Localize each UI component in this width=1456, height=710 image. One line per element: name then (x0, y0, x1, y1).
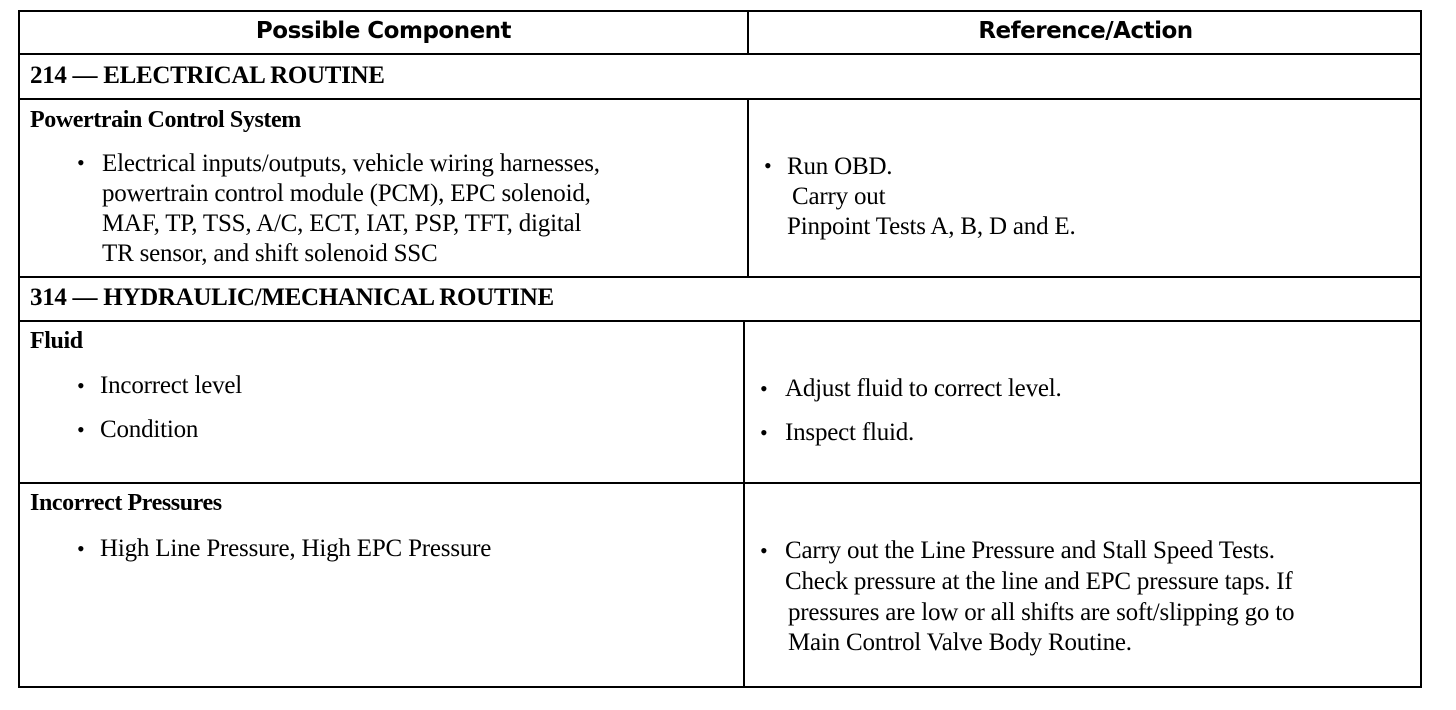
action-line: Carry out the Line Pressure and Stall Speed Tests. (785, 537, 1275, 564)
action-line: Pinpoint Tests A, B, D and E. (787, 213, 1076, 240)
section-title-electrical: 214 — ELECTRICAL ROUTINE (30, 62, 385, 89)
action-line: pressures are low or all shifts are soft/slipping go to (788, 599, 1295, 626)
bullet: • (760, 420, 768, 445)
row-divider (20, 482, 1420, 484)
component-item: High Line Pressure, High EPC Pressure (100, 535, 492, 562)
bullet: • (760, 376, 768, 401)
column-divider (747, 99, 749, 277)
section-title-hydraulic-mechanical: 314 — HYDRAULIC/MECHANICAL ROUTINE (30, 284, 554, 311)
component-line: TR sensor, and shift solenoid SSC (102, 240, 438, 267)
header-possible-component: Possible Component (255, 18, 512, 44)
component-item: Incorrect level (100, 372, 243, 399)
diagnostic-table (18, 10, 1422, 688)
bullet: • (77, 150, 85, 175)
action-line: Carry out (792, 183, 886, 210)
action-item: Inspect fluid. (785, 419, 915, 446)
category-fluid: Fluid (30, 328, 83, 354)
column-divider (743, 321, 745, 688)
row-divider (20, 320, 1420, 322)
bullet: • (77, 417, 85, 442)
component-line: MAF, TP, TSS, A/C, ECT, IAT, PSP, TFT, digital (102, 210, 582, 237)
action-item: Adjust fluid to correct level. (785, 375, 1062, 402)
component-line: powertrain control module (PCM), EPC solenoid, (102, 180, 591, 207)
row-divider (20, 276, 1420, 278)
action-line: Check pressure at the line and EPC pressure taps. If (785, 568, 1293, 595)
bullet: • (77, 536, 85, 561)
row-divider (20, 98, 1420, 100)
action-line: Run OBD. (787, 153, 893, 180)
component-item: Condition (100, 416, 199, 443)
component-line: Electrical inputs/outputs, vehicle wiring harnesses, (102, 150, 600, 177)
category-powertrain-control-system: Powertrain Control System (30, 107, 301, 133)
bullet: • (764, 153, 772, 178)
bullet: • (760, 538, 768, 563)
bullet: • (77, 373, 85, 398)
action-line: Main Control Valve Body Routine. (788, 629, 1132, 656)
category-incorrect-pressures: Incorrect Pressures (30, 490, 222, 516)
header-divider (20, 53, 1420, 55)
header-reference-action: Reference/Action (978, 18, 1193, 44)
